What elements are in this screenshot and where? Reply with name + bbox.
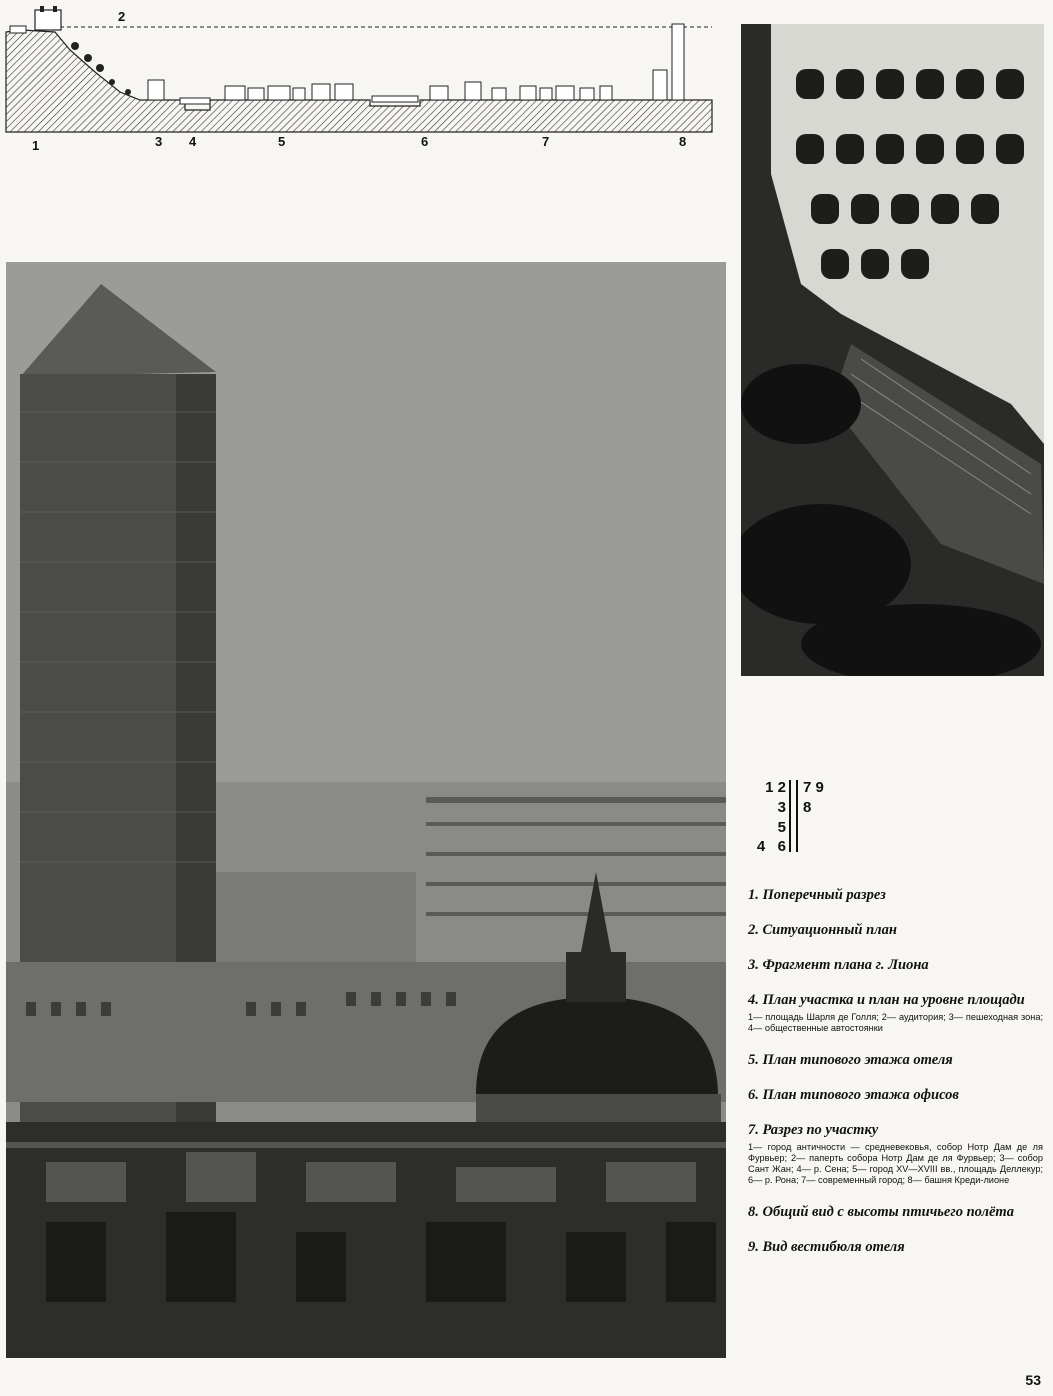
key-entry: 5: [777, 819, 786, 836]
caption: [748, 992, 1043, 1034]
caption-title: 8. Общий вид с высоты птичьего полёта: [748, 1204, 1014, 1220]
lobby-photo-illustration: [741, 24, 1044, 676]
caption: [748, 957, 1043, 974]
caption: [748, 1239, 1043, 1256]
caption: [748, 1204, 1043, 1221]
aerial-photo-illustration: [6, 262, 726, 1358]
key-entry: 1 2: [765, 779, 786, 796]
section-label: 4: [189, 134, 197, 149]
caption-title: 1. Поперечный разрез: [748, 887, 886, 903]
caption: [748, 1087, 1043, 1104]
caption: [748, 887, 1043, 904]
caption-title: 7. Разрез по участку: [748, 1122, 879, 1138]
key-entry: 4 6: [756, 838, 786, 855]
key-divider: [789, 780, 798, 852]
section-label: 6: [421, 134, 429, 149]
section-label: 7: [542, 134, 550, 149]
caption: [748, 922, 1043, 939]
caption-title: 3. Фрагмент плана г. Лиона: [748, 957, 929, 973]
aerial-city-photo: [6, 262, 726, 1358]
section-label: 2: [118, 9, 126, 24]
credit-lyonnais-tower: [672, 24, 684, 100]
section-label: 8: [679, 134, 687, 149]
caption-title: 6. План типового этажа офисов: [748, 1087, 959, 1103]
section-svg: [0, 0, 720, 160]
caption-description: 1— площадь Шарля де Голля; 2— аудитория; 3— пешеходная зона; 4— общественные автостоянки: [748, 1012, 1043, 1033]
hotel-lobby-photo: [741, 24, 1044, 676]
key-entry: 8: [803, 799, 812, 816]
section-label: 5: [278, 134, 286, 149]
key-entry: 3: [777, 799, 786, 816]
caption-description: 1— город античности — средневековья, собор Нотр Дам де ля Фурвьер; 2— паперть собора Нотр Дам де ля Фурвьер; 3— собор Сант Жан; 4— р. Сена; 5— город XV—XVIII вв., площадь Деллекур; 6— р. Рона; 7— современный город; 8— башня Креди-лионе: [748, 1142, 1043, 1185]
caption-title: 5. План типового этажа отеля: [748, 1052, 953, 1068]
caption: [748, 1122, 1043, 1186]
figure-key-left: [760, 778, 786, 838]
key-entry: 7 9: [803, 779, 824, 796]
figure-key-right: [803, 778, 824, 818]
page-number: 53: [1025, 1372, 1041, 1388]
site-section-drawing: [0, 0, 720, 160]
caption-title: 2. Ситуационный план: [748, 922, 897, 938]
section-label: 3: [155, 134, 163, 149]
cathedral-fourviere: [35, 10, 61, 30]
caption-title: 4. План участка и план на уровне площади: [748, 992, 1025, 1008]
figure-captions: [748, 887, 1043, 1274]
caption-title: 9. Вид вестибюля отеля: [748, 1239, 905, 1255]
section-label: 1: [32, 138, 40, 153]
caption: [748, 1052, 1043, 1069]
city-buildings: [148, 24, 684, 100]
